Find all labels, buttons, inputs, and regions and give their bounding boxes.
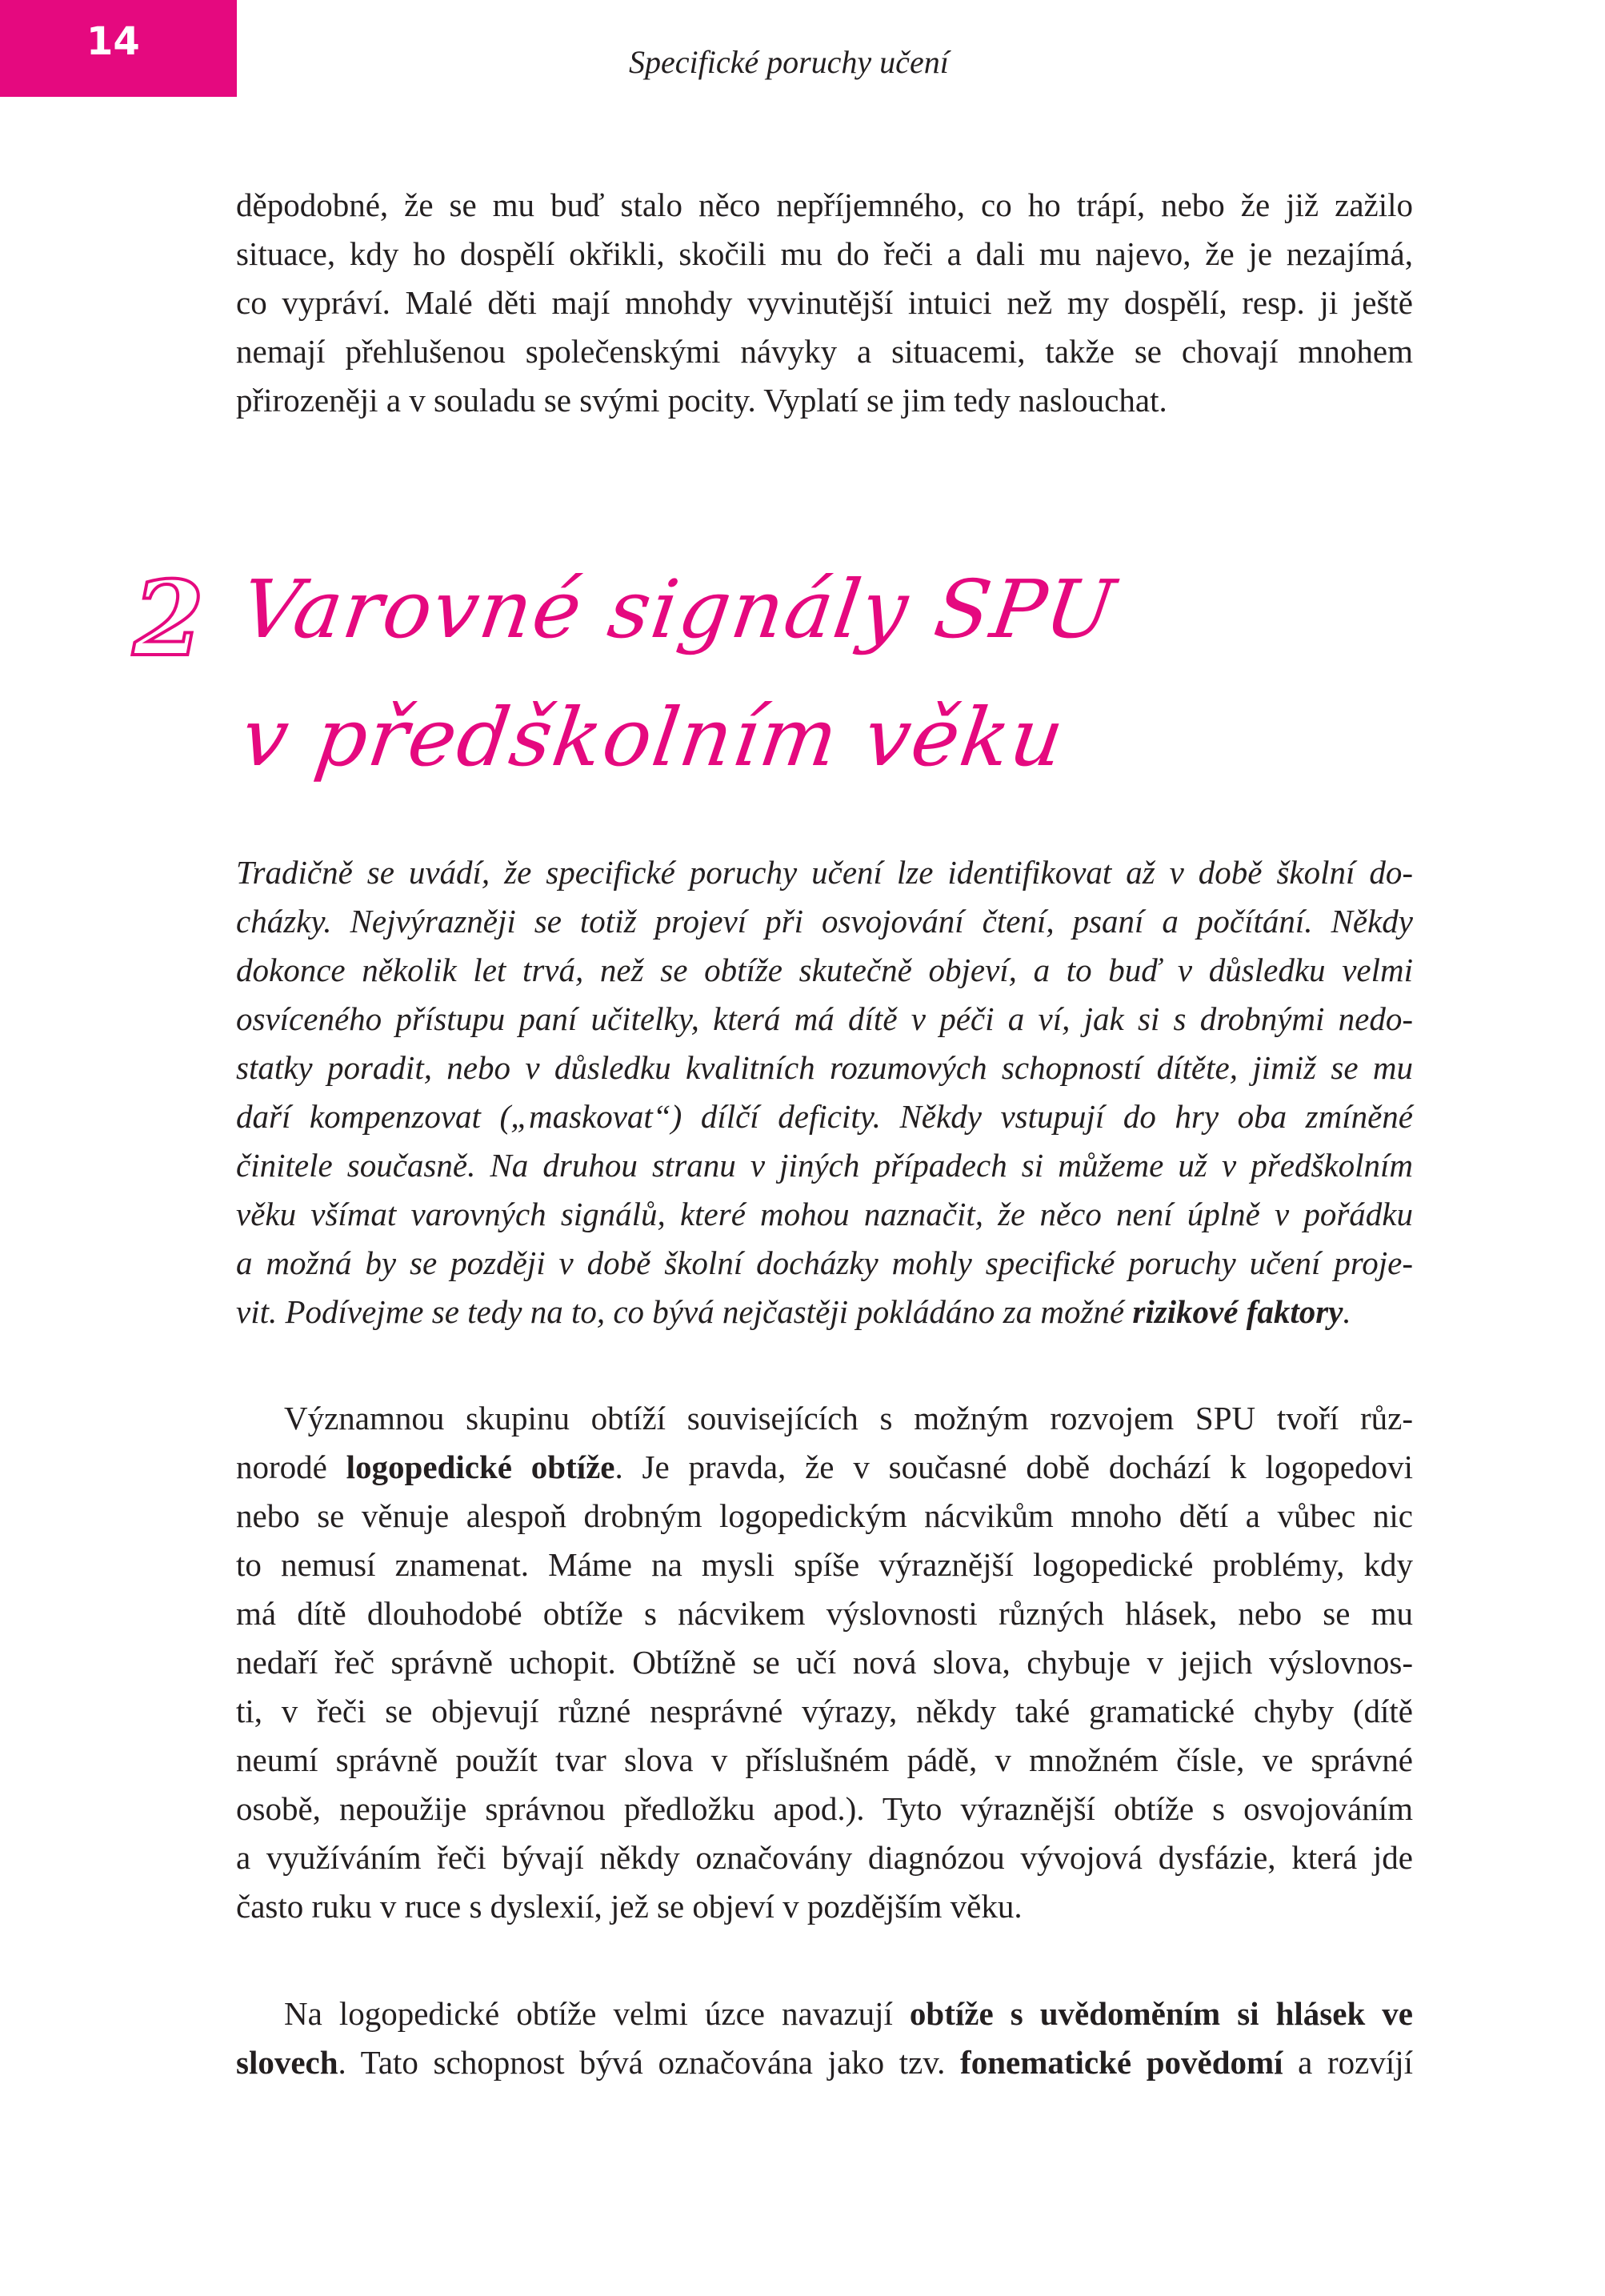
text-line: situace, kdy ho dospělí okřikli, skočili mu do řeči a dali mu najevo, že je nezajímá,: [236, 235, 1413, 272]
paragraph-phonemic: [236, 1989, 1413, 2087]
text-line: to nemusí znamenat. Máme na mysli spíše výraznější logopedické problémy, kdy: [236, 1546, 1413, 1583]
text-line: činitele současně. Na druhou stranu v jiných případech si můžeme už v předškolním: [236, 1147, 1413, 1184]
emphasis-risk-factors: rizikové faktory: [1132, 1293, 1343, 1330]
text-line: co vypráví. Malé děti mají mnohdy vyvinutější intuici než my dospělí, resp. ji ještě: [236, 284, 1413, 321]
text-line: a využíváním řeči bývají někdy označovány diagnózou vývojová dysfázie, která jde: [236, 1839, 1413, 1876]
text-line: Významnou skupinu obtíží souvisejících s možným rozvojem SPU tvoří růz-: [284, 1400, 1413, 1437]
emphasis-phoneme-awareness: obtíže s uvědoměním si hlásek ve: [909, 1995, 1413, 2032]
section-title-line-2: v předškolním věku: [235, 691, 1071, 784]
text-line: cházky. Nejvýrazněji se totiž projeví při osvojování čtení, psaní a počítání. Někdy: [236, 903, 1413, 940]
text-line: často ruku v ruce s dyslexií, jež se objeví v pozdějším věku.: [236, 1888, 1023, 1925]
text-line: dokonce několik let trvá, než se obtíže skutečně objeví, a to buď v důsledku velmi: [236, 952, 1413, 988]
page-number: 14: [86, 19, 140, 64]
text-line: nedaří řeč správně uchopit. Obtížně se učí nová slova, chybuje v jejich výslovnos-: [236, 1644, 1413, 1681]
text-line: Tradičně se uvádí, že specifické poruchy učení lze identifikovat až v době školní do-: [236, 854, 1413, 891]
text-line: vit. Podívejme se tedy na to, co bývá nejčastěji pokládáno za možné rizikové faktory.: [236, 1293, 1351, 1330]
paragraph-logopedic: [236, 1394, 1413, 1931]
text-line: děpodobné, že se mu buď stalo něco nepříjemného, co ho trápí, nebo že již zažilo: [236, 186, 1413, 223]
text-line: a možná by se později v době školní docházky mohly specifické poruchy učení proje-: [236, 1244, 1413, 1281]
running-header: Specifické poruchy učení: [629, 44, 949, 80]
text-line: slovech. Tato schopnost bývá označována jako tzv. fonematické povědomí a rozvíjí: [236, 2044, 1414, 2081]
text-line: osvíceného přístupu paní učitelky, která má dítě v péči a ví, jak si s drobnými nedo-: [236, 1000, 1413, 1037]
text-line: Na logopedické obtíže velmi úzce navazují obtíže s uvědoměním si hlásek ve: [284, 1995, 1413, 2032]
text-line: osobě, nepoužije správnou předložku apod.). Tyto výraznější obtíže s osvojováním: [236, 1790, 1413, 1827]
section-title-line-1: Varovné signály SPU: [235, 563, 1122, 656]
text-line: přirozeněji a v souladu se svými pocity. Vyplatí se jim tedy naslouchat.: [236, 382, 1167, 419]
emphasis-phonemic-awareness: fonematické povědomí: [960, 2044, 1283, 2081]
intro-paragraph: [236, 181, 1413, 425]
text-line: neumí správně použít tvar slova v příslušném pádě, v množném čísle, ve správné: [236, 1741, 1413, 1778]
text-line: daří kompenzovat („maskovat“) dílčí deficity. Někdy vstupují do hry oba zmíněné: [236, 1098, 1413, 1135]
text-line: nebo se věnuje alespoň drobným logopedickým nácvikům mnoho dětí a vůbec nic: [236, 1497, 1413, 1534]
text-line: norodé logopedické obtíže. Je pravda, že v současné době dochází k logopedovi: [236, 1449, 1413, 1485]
text-line: má dítě dlouhodobé obtíže s nácvikem výslovnosti různých hlásek, nebo se mu: [236, 1595, 1413, 1632]
text-line: ti, v řeči se objevují různé nesprávné výrazy, někdy také gramatické chyby (dítě: [236, 1693, 1413, 1729]
text-line: nemají přehlušenou společenskými návyky a situacemi, takže se chovají mnohem: [236, 333, 1413, 370]
page-number-box: [0, 0, 237, 97]
section-number: 2: [133, 559, 205, 679]
text-line: věku všímat varovných signálů, které mohou naznačit, že něco není úplně v pořádku: [236, 1196, 1413, 1232]
italic-paragraph: [236, 848, 1413, 1336]
text-line: statky poradit, nebo v důsledku kvalitních rozumových schopností dítěte, jimiž se mu: [236, 1049, 1413, 1086]
emphasis-logopedic: logopedické obtíže: [346, 1449, 615, 1485]
